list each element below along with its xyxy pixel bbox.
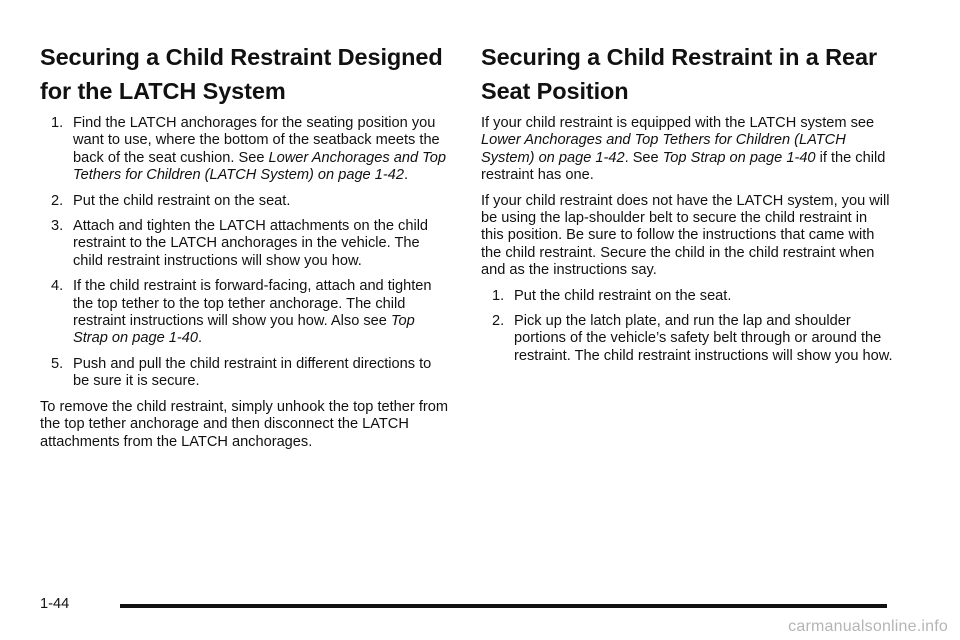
step-number: 2. [51, 192, 64, 209]
step-number: 1. [492, 287, 505, 304]
list-item [51, 115, 450, 185]
intro-paragraph [481, 115, 893, 185]
list-item [492, 313, 893, 365]
right-heading-line1: Securing a Child Restraint in a Rear [481, 44, 878, 70]
cross-reference-link[interactable]: Lower Anchorages and Top Tethers for Children (LATCH System) on page 1-42 [73, 149, 446, 184]
step-text: Put the child restraint on the seat. [73, 192, 291, 209]
cross-reference-link[interactable]: Lower Anchorages and Top Tethers for Children (LATCH System) on page 1-42 [481, 132, 846, 166]
intro-text: If your child restraint is equipped with the LATCH system see [481, 115, 875, 131]
step-number: 2. [492, 313, 505, 330]
step-text: Find the LATCH anchorages for the seating position you want to use, where the bottom of the seatback meets the back of the seat cushion. See [73, 115, 440, 166]
watermark: carmanualsonline.info [788, 618, 948, 635]
footer-rule [120, 604, 887, 608]
cross-reference-link[interactable]: Top Strap on page 1-40 [73, 313, 415, 347]
step-text-end: . [403, 167, 409, 184]
step-number: 5. [51, 355, 64, 372]
step-text: Pick up the latch plate, and run the lap and shoulder portions of the vehicle’s safety belt through or around the restraint. The child restraint instructions will show you how. [514, 313, 893, 364]
right-column [481, 40, 893, 373]
step-text: Attach and tighten the LATCH attachments on the child restraint to the LATCH anchorages in the vehicle. The child restraint instructions will show you how. [73, 218, 429, 269]
page-number: 1-44 [40, 596, 70, 612]
body-paragraph: If your child restraint does not have the LATCH system, you will be using the lap-shoulder belt to secure the child restraint in this position. Be sure to follow the instructions that came with the child restraint. Secure the child in the child restraint when and as the instructions say. [481, 192, 890, 279]
list-item [51, 193, 450, 210]
left-heading-line2: for the LATCH System [40, 78, 286, 104]
right-heading [481, 40, 893, 108]
left-heading-line1: Securing a Child Restraint Designed [40, 44, 443, 70]
step-text: Put the child restraint on the seat. [514, 287, 732, 304]
step-text-end: . [197, 330, 203, 347]
list-item [51, 278, 450, 348]
left-heading [40, 40, 450, 108]
list-item [492, 288, 893, 305]
step-text: Push and pull the child restraint in different directions to be sure it is secure. [73, 355, 432, 390]
step-number: 3. [51, 218, 64, 235]
right-heading-line2: Seat Position [481, 78, 629, 104]
intro-text-end: if the child restraint has one. [481, 149, 886, 184]
list-item [51, 356, 450, 391]
step-number: 1. [51, 115, 64, 131]
intro-text-mid: . See [624, 149, 663, 166]
step-number: 4. [51, 278, 64, 295]
left-steps-list [51, 115, 450, 391]
list-item [51, 218, 450, 270]
step-text: If the child restraint is forward-facing, attach and tighten the top tether to the top tether anchorage. The child restraint instructions will show you how. Also see [73, 278, 432, 330]
right-steps-list [492, 288, 893, 366]
closing-paragraph: To remove the child restraint, simply unhook the top tether from the top tether anchorage and then disconnect the LATCH attachments from the LATCH anchorages. [40, 398, 449, 450]
left-column [40, 40, 450, 459]
cross-reference-link[interactable]: Top Strap on page 1-40 [662, 149, 816, 166]
